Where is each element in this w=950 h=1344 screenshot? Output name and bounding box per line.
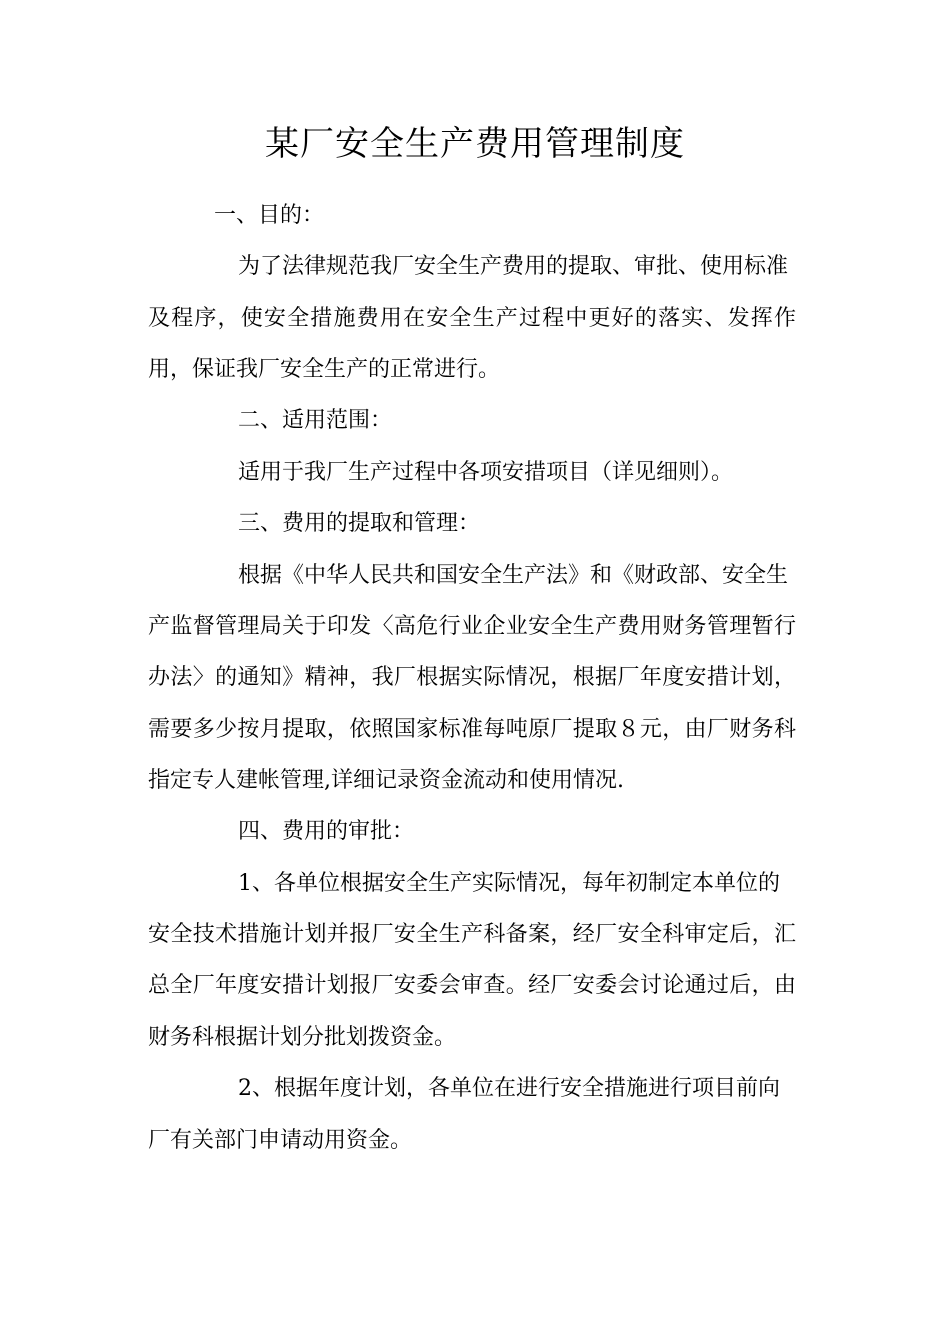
- paragraph-line: 适用于我厂生产过程中各项安措项目（详见细则）。: [238, 460, 734, 485]
- document-title: 某厂安全生产费用管理制度: [265, 124, 685, 164]
- paragraph-line: 财务科根据计划分批划拨资金。: [148, 1025, 457, 1050]
- paragraph-line: 厂有关部门申请动用资金。: [148, 1128, 413, 1153]
- section-heading-approval: 四、费用的审批：: [238, 819, 415, 844]
- paragraph-line: 需要多少按月提取，依照国家标准每吨原厂提取８元，由厂财务科: [148, 717, 796, 742]
- paragraph-line: 指定专人建帐管理,详细记录资金流动和使用情况.: [148, 768, 624, 793]
- paragraph-line: 及程序，使安全措施费用在安全生产过程中更好的落实、发挥作: [148, 306, 796, 331]
- paragraph-line: 根据《中华人民共和国安全生产法》和《财政部、安全生: [238, 563, 789, 588]
- paragraph-line: 2、根据年度计划，各单位在进行安全措施进行项目前向: [238, 1076, 780, 1101]
- section-heading-extraction: 三、费用的提取和管理：: [238, 511, 481, 536]
- paragraph-line: 为了法律规范我厂安全生产费用的提取、审批、使用标准: [238, 254, 789, 279]
- paragraph-line: 产监督管理局关于印发〈高危行业企业安全生产费用财务管理暂行: [148, 614, 796, 639]
- paragraph-line: 用，保证我厂安全生产的正常进行。: [148, 357, 501, 382]
- paragraph-line: 办法〉的通知》精神，我厂根据实际情况，根据厂年度安措计划，: [148, 665, 796, 690]
- paragraph-line: 1、各单位根据安全生产实际情况，每年初制定本单位的: [238, 871, 780, 896]
- section-heading-purpose: 一、目的：: [214, 203, 325, 228]
- section-heading-scope: 二、适用范围：: [238, 408, 393, 433]
- paragraph-line: 总全厂年度安措计划报厂安委会审查。经厂安委会讨论通过后，由: [148, 973, 796, 998]
- paragraph-line: 安全技术措施计划并报厂安全生产科备案，经厂安全科审定后，汇: [148, 922, 796, 947]
